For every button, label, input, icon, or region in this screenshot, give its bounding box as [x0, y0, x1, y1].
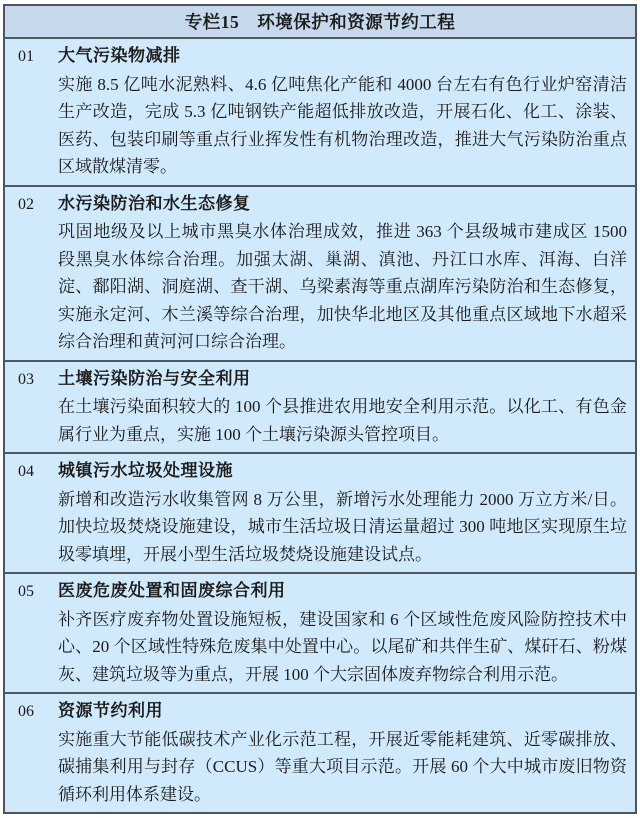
- section-heading-row: [18, 42, 627, 71]
- section-heading-row: [18, 457, 627, 486]
- section-heading: 水污染防治和水生态修复: [58, 193, 251, 213]
- section-number: 02: [18, 195, 34, 213]
- section-heading-row: [18, 577, 627, 606]
- section-heading: 大气污染物减排: [58, 46, 181, 65]
- section-heading: 医废危废处置和固废综合利用: [58, 581, 286, 600]
- section-body: 在土壤污染面积较大的 100 个县推进农用地安全利用示范。以化工、有色金属行业为重点，实施 100 个土壤污染源头管控项目。: [58, 397, 627, 444]
- section-number: 05: [18, 583, 34, 600]
- box-title: 专栏15 环境保护和资源节约工程: [184, 12, 456, 32]
- section-heading-row: [18, 190, 627, 219]
- section-heading: 资源节约利用: [58, 701, 163, 720]
- section-06: [5, 694, 635, 812]
- section-body: 实施 8.5 亿吨水泥熟料、4.6 亿吨焦化产能和 4000 台左右有色行业炉窑清洁生产改造，完成 5.3 亿吨钢铁产能超低排放改造，开展石化、化工、涂装、医药、包装印刷等重点行业挥发性有机物治理改造，推进大气污染防治重点区域散煤清零。: [58, 74, 627, 176]
- section-number: 03: [18, 370, 34, 388]
- section-body: 新增和改造污水收集管网 8 万公里，新增污水处理能力 2000 万立方米/日。加快垃圾焚烧设施建设，城市生活垃圾日清运量超过 300 吨地区实现原生垃圾零填埋，开展小型生活垃圾焚烧设施建设试点。: [58, 489, 627, 564]
- section-body: 实施重大节能低碳技术产业化示范工程，开展近零能耗建筑、近零碳排放、碳捕集利用与封存（CCUS）等重大项目示范。开展 60 个大中城市废旧物资循环利用体系建设。: [58, 729, 627, 804]
- section-number: 01: [18, 48, 34, 65]
- column-box: [3, 4, 637, 814]
- section-number: 06: [18, 703, 34, 720]
- section-heading: 土壤污染防治与安全利用: [58, 368, 251, 388]
- section-body: 巩固地级及以上城市黑臭水体治理成效，推进 363 个县级城市建成区 1500 段黑臭水体综合治理。加强太湖、巢湖、滇池、丹江口水库、洱海、白洋淀、鄱阳湖、洞庭湖、查干湖、乌梁素海等重点湖库污染防治和生态修复，实施永定河、木兰溪等综合治理，加快华北地区及其他重点区域地下水超采综合治理和黄河河口综合治理。: [58, 222, 627, 351]
- section-04: [5, 454, 635, 574]
- section-02: [5, 187, 635, 362]
- section-heading-row: [18, 697, 627, 726]
- section-01: [5, 39, 635, 187]
- box-title-bar: [5, 6, 635, 39]
- section-03: [5, 362, 635, 455]
- section-heading-row: [18, 365, 627, 394]
- section-heading: 城镇污水垃圾处理设施: [58, 461, 233, 480]
- section-body: 补齐医疗废弃物处置设施短板，建设国家和 6 个区域性危废风险防控技术中心、20 个区域性特殊危废集中处置中心。以尾矿和共伴生矿、煤矸石、粉煤灰、建筑垃圾等为重点，开展 100 个大宗固体废弃物综合利用示范。: [58, 609, 627, 684]
- section-number: 04: [18, 463, 34, 480]
- section-05: [5, 574, 635, 694]
